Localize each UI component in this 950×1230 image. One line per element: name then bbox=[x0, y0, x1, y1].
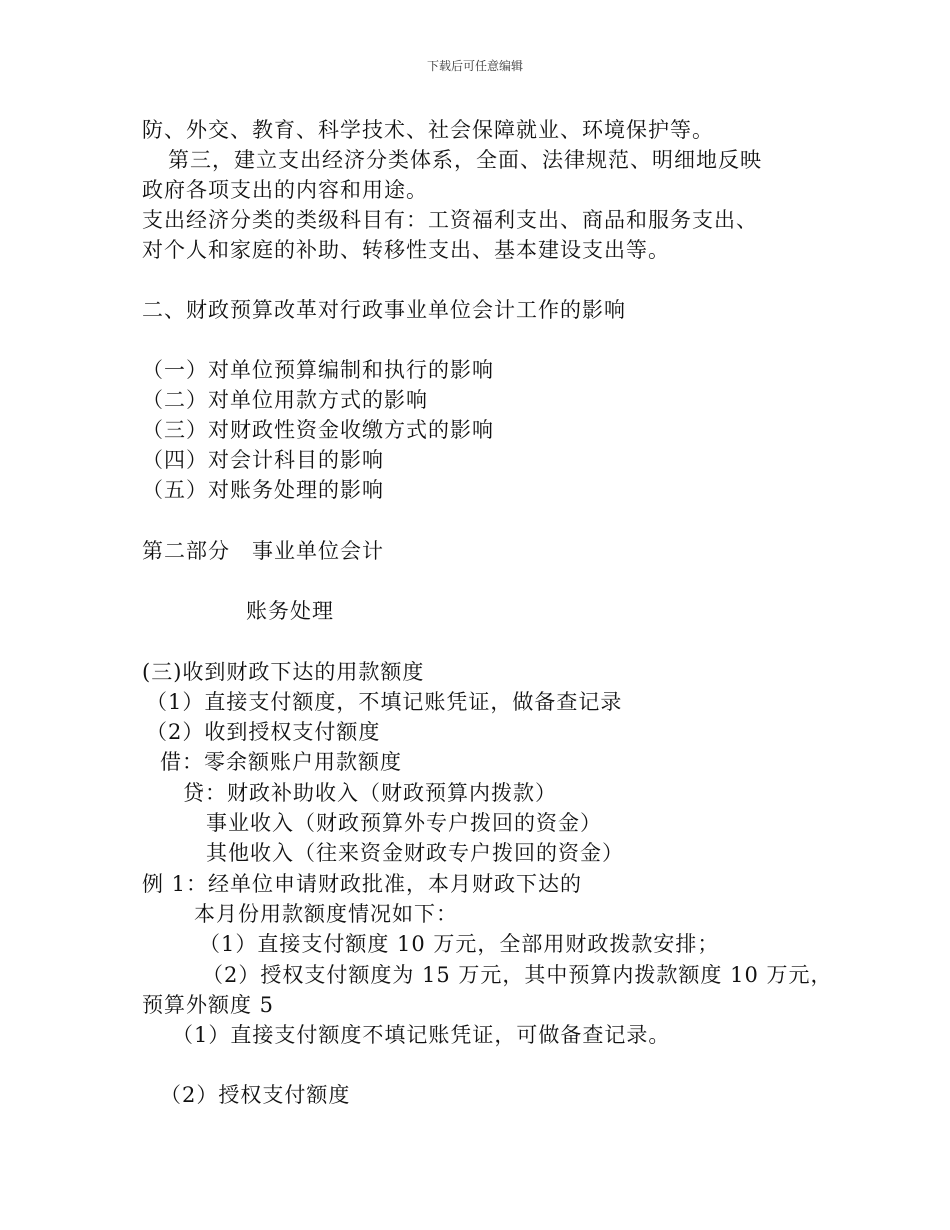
text-line: 第三，建立支出经济分类体系，全面、法律规范、明细地反映 bbox=[168, 148, 762, 172]
text-line: （1）直接支付额度，不填记账凭证，做备查记录 bbox=[146, 690, 623, 714]
section-heading: 二、财政预算改革对行政事业单位会计工作的影响 bbox=[142, 298, 626, 322]
list-item: （一）对单位预算编制和执行的影响 bbox=[142, 358, 494, 382]
text-line: 防、外交、教育、科学技术、社会保障就业、环境保护等。 bbox=[142, 118, 714, 142]
example-line: 例 1：经单位申请财政批准，本月财政下达的 bbox=[142, 872, 583, 896]
text-line: 对个人和家庭的补助、转移性支出、基本建设支出等。 bbox=[142, 238, 670, 262]
list-item: （五）对账务处理的影响 bbox=[142, 478, 384, 502]
list-item: （二）对单位用款方式的影响 bbox=[142, 388, 428, 412]
journal-credit: 事业收入（财政预算外专户拨回的资金） bbox=[206, 811, 602, 835]
text-line: 政府各项支出的内容和用途。 bbox=[142, 178, 428, 202]
example-line: （2）授权支付额度为 15 万元，其中预算内拨款额度 10 万元， bbox=[202, 963, 833, 987]
text-line: （2）收到授权支付额度 bbox=[146, 720, 381, 744]
list-item: （三）对财政性资金收缴方式的影响 bbox=[142, 418, 494, 442]
example-line: （1）直接支付额度 10 万元，全部用财政拨款安排； bbox=[199, 932, 720, 956]
example-line: 本月份用款额度情况如下： bbox=[194, 902, 458, 926]
part-heading: 第二部分 事业单位会计 bbox=[142, 539, 384, 563]
text-line: （1）直接支付额度不填记账凭证，可做备查记录。 bbox=[172, 1023, 671, 1047]
text-line: 支出经济分类的类级科目有：工资福利支出、商品和服务支出、 bbox=[142, 208, 758, 232]
text-line: （2）授权支付额度 bbox=[160, 1083, 351, 1107]
example-line: 预算外额度 5 bbox=[142, 993, 275, 1017]
text-line: (三)收到财政下达的用款额度 bbox=[142, 660, 425, 684]
list-item: （四）对会计科目的影响 bbox=[142, 448, 384, 472]
journal-credit: 贷：财政补助收入（财政预算内拨款） bbox=[183, 781, 557, 805]
journal-credit: 其他收入（往来资金财政专户拨回的资金） bbox=[206, 841, 624, 865]
subheading: 账务处理 bbox=[246, 599, 334, 623]
page-header: 下载后可任意编辑 bbox=[426, 59, 523, 73]
journal-debit: 借：零余额账户用款额度 bbox=[160, 750, 402, 774]
